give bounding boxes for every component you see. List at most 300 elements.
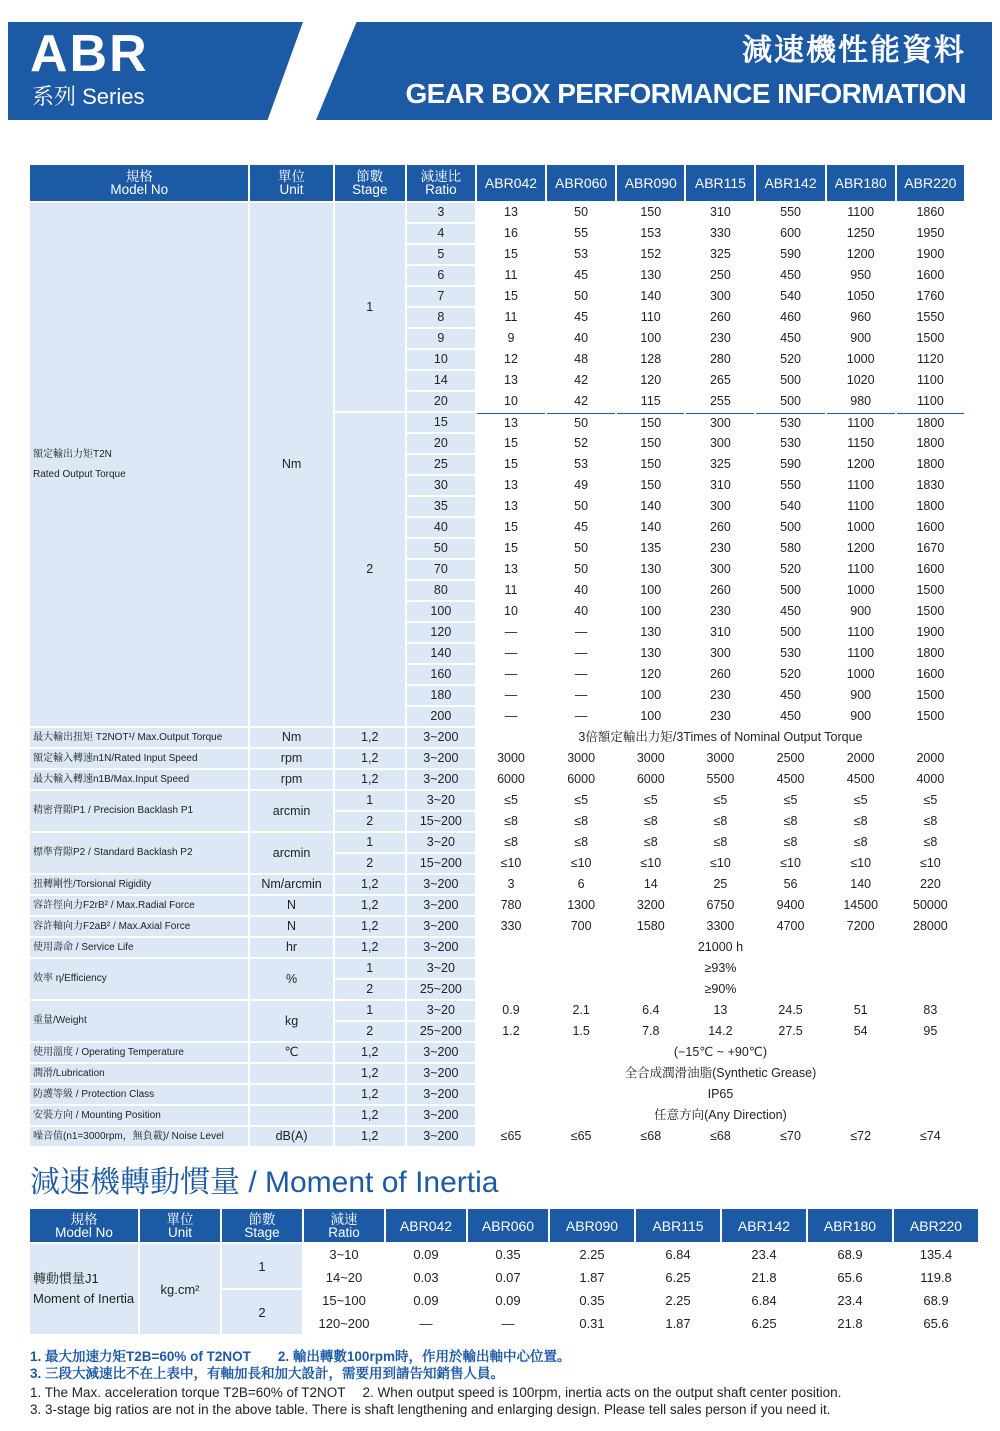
lube-ratio: 3~200 [407, 1064, 475, 1083]
value-cell: 55 [547, 224, 615, 243]
value-cell: 255 [686, 392, 754, 411]
value-cell: 100 [617, 602, 684, 621]
value-cell: ≤10 [686, 854, 754, 873]
value-cell: ≤8 [827, 812, 895, 831]
backlash1-stage: 2 [335, 812, 405, 831]
value-cell: 1000 [827, 581, 895, 600]
temp-stage: 1,2 [335, 1043, 405, 1062]
ratio-cell: 50 [407, 539, 475, 558]
value-cell: 2.1 [547, 1001, 615, 1020]
inertia-label [30, 1244, 138, 1334]
value-cell: 3300 [686, 917, 754, 936]
table-row [30, 1127, 964, 1146]
value-cell: 150 [617, 434, 684, 453]
value-cell: 0.09 [468, 1290, 548, 1311]
backlash1-stage: 1 [335, 791, 405, 810]
max_speed-ratio: 3~200 [407, 770, 475, 789]
value-cell: 300 [686, 644, 754, 663]
value-cell: 1800 [897, 644, 964, 663]
value-cell: 325 [686, 455, 754, 474]
header-stage-en: Stage [244, 1224, 280, 1240]
value-cell: 500 [756, 518, 824, 537]
ratio-cell: 10 [407, 350, 475, 369]
rated-torque-label-en: Rated Output Torque [33, 468, 126, 480]
protect-value: IP65 [477, 1085, 964, 1104]
inertia-ratio: 15~100 [304, 1290, 384, 1311]
value-cell: ≤72 [827, 1127, 895, 1146]
value-cell: 13 [477, 476, 545, 495]
value-cell: 1.87 [636, 1313, 720, 1334]
value-cell: ≤70 [756, 1127, 824, 1146]
value-cell: 460 [756, 308, 824, 327]
performance-table [28, 163, 966, 1148]
value-cell: 130 [617, 623, 684, 642]
value-cell: 21.8 [722, 1267, 806, 1288]
rigidity-stage: 1,2 [335, 875, 405, 894]
value-cell: 65.6 [808, 1267, 892, 1288]
value-cell: 1580 [617, 917, 684, 936]
value-cell: 1100 [827, 644, 895, 663]
value-cell: 14.2 [686, 1022, 754, 1041]
value-cell: 15 [477, 539, 545, 558]
life-ratio: 3~200 [407, 938, 475, 957]
value-cell: — [547, 644, 615, 663]
table-row [30, 1085, 964, 1104]
protect-label: 防護等級 / Protection Class [30, 1085, 248, 1104]
backlash1-ratio: 15~200 [407, 812, 475, 831]
value-cell: 325 [686, 245, 754, 264]
note-en-line-2: 3. 3-stage big ratios are not in the above table. There is shaft lengthening and enlarging design. Please tell sales person if you need it. [30, 1402, 831, 1417]
inertia-label-en: Moment of Inertia [33, 1291, 135, 1306]
value-cell: 1150 [827, 434, 895, 453]
value-cell: 150 [617, 455, 684, 474]
ratio-cell: 30 [407, 476, 475, 495]
value-cell: 265 [686, 371, 754, 390]
ratio-cell: 20 [407, 392, 475, 411]
inertia-ratio: 3~10 [304, 1244, 384, 1265]
value-cell: 1100 [897, 371, 964, 390]
header-ratio-en: Ratio [328, 1224, 360, 1240]
table-row [30, 896, 964, 915]
value-cell: 500 [756, 581, 824, 600]
efficiency-ratio: 3~20 [407, 959, 475, 978]
value-cell: 300 [686, 434, 754, 453]
value-cell: 100 [617, 686, 684, 705]
value-cell: 24.5 [756, 1001, 824, 1020]
value-cell: 1050 [827, 287, 895, 306]
header-model-4: ABR142 [722, 1209, 806, 1242]
value-cell: 45 [547, 518, 615, 537]
value-cell: — [547, 665, 615, 684]
value-cell: 4000 [897, 770, 964, 789]
value-cell: 260 [686, 581, 754, 600]
value-cell: — [547, 623, 615, 642]
value-cell: 1200 [827, 455, 895, 474]
value-cell: 50 [547, 560, 615, 579]
value-cell: 0.09 [386, 1244, 466, 1265]
weight-stage: 2 [335, 1022, 405, 1041]
value-cell: 6.4 [617, 1001, 684, 1020]
value-cell: 1600 [897, 518, 964, 537]
value-cell: ≤10 [477, 854, 545, 873]
value-cell: 5500 [686, 770, 754, 789]
backlash1-ratio: 3~20 [407, 791, 475, 810]
value-cell: 1800 [897, 455, 964, 474]
rigidity-label: 扭轉剛性/Torsional Rigidity [30, 875, 248, 894]
value-cell: 1800 [897, 434, 964, 453]
value-cell: 1500 [897, 707, 964, 726]
noise-unit: dB(A) [250, 1127, 332, 1146]
table-row [30, 1106, 964, 1125]
value-cell: 1000 [827, 518, 895, 537]
value-cell: 0.9 [477, 1001, 545, 1020]
table-row [30, 1244, 978, 1265]
header-model-2: ABR090 [550, 1209, 634, 1242]
radial-stage: 1,2 [335, 896, 405, 915]
value-cell: 6.25 [636, 1267, 720, 1288]
ratio-cell: 120 [407, 623, 475, 642]
ratio-cell: 25 [407, 455, 475, 474]
value-cell: 130 [617, 266, 684, 285]
value-cell: 152 [617, 245, 684, 264]
value-cell: 50 [547, 287, 615, 306]
value-cell: 50 [547, 497, 615, 516]
value-cell: ≤5 [756, 791, 824, 810]
ratio-cell: 70 [407, 560, 475, 579]
ratio-cell: 200 [407, 707, 475, 726]
lube-unit [250, 1064, 332, 1083]
life-unit: hr [250, 938, 332, 957]
efficiency-stage: 1 [335, 959, 405, 978]
value-cell: ≤8 [686, 833, 754, 852]
value-cell: 4500 [827, 770, 895, 789]
value-cell: 120 [617, 665, 684, 684]
value-cell: 12 [477, 350, 545, 369]
value-cell: 450 [756, 686, 824, 705]
value-cell: 50 [547, 413, 615, 432]
value-cell: 130 [617, 644, 684, 663]
table-row [30, 833, 964, 852]
value-cell: 15 [477, 518, 545, 537]
max_output-stage: 1,2 [335, 728, 405, 747]
ratio-cell: 4 [407, 224, 475, 243]
value-cell: 40 [547, 329, 615, 348]
value-cell: 1600 [897, 266, 964, 285]
value-cell: 330 [477, 917, 545, 936]
max_output-unit: Nm [250, 728, 332, 747]
value-cell: — [547, 707, 615, 726]
value-cell: 310 [686, 203, 754, 222]
axial-unit: N [250, 917, 332, 936]
value-cell: 56 [756, 875, 824, 894]
table-row [30, 1043, 964, 1062]
value-cell: 600 [756, 224, 824, 243]
value-cell: ≤74 [897, 1127, 964, 1146]
value-cell: 45 [547, 266, 615, 285]
value-cell: 1000 [827, 350, 895, 369]
value-cell: 220 [897, 875, 964, 894]
value-cell: 15 [477, 287, 545, 306]
value-cell: 150 [617, 476, 684, 495]
value-cell: 6000 [617, 770, 684, 789]
value-cell: 13 [477, 371, 545, 390]
table-row [30, 875, 964, 894]
value-cell: 3000 [617, 749, 684, 768]
value-cell: 3200 [617, 896, 684, 915]
stage-2-cell: 2 [335, 413, 405, 726]
value-cell: 68.9 [894, 1290, 978, 1311]
value-cell: 6750 [686, 896, 754, 915]
value-cell: 4700 [756, 917, 824, 936]
value-cell: — [477, 644, 545, 663]
value-cell: 15 [477, 245, 545, 264]
value-cell: 900 [827, 329, 895, 348]
value-cell: 13 [477, 203, 545, 222]
value-cell: 540 [756, 497, 824, 516]
backlash2-stage: 1 [335, 833, 405, 852]
table-header-row [30, 1209, 978, 1242]
value-cell: 1120 [897, 350, 964, 369]
value-cell: 135.4 [894, 1244, 978, 1265]
value-cell: 15 [477, 434, 545, 453]
value-cell: 980 [827, 392, 895, 411]
value-cell: 3 [477, 875, 545, 894]
value-cell: 11 [477, 308, 545, 327]
value-cell: 1200 [827, 539, 895, 558]
value-cell: 780 [477, 896, 545, 915]
ratio-cell: 14 [407, 371, 475, 390]
max_output-value: 3倍額定輸出力矩/3Times of Nominal Output Torque [477, 728, 964, 747]
value-cell: 1500 [897, 581, 964, 600]
value-cell: 140 [617, 287, 684, 306]
backlash2-stage: 2 [335, 854, 405, 873]
inertia-section-title: 減速機轉動慣量 / Moment of Inertia [30, 1166, 499, 1199]
value-cell: 250 [686, 266, 754, 285]
value-cell: 1600 [897, 665, 964, 684]
value-cell: 11 [477, 581, 545, 600]
efficiency-value: ≥90% [477, 980, 964, 999]
header-unit [250, 165, 332, 201]
ratio-cell: 40 [407, 518, 475, 537]
backlash2-ratio: 15~200 [407, 854, 475, 873]
note-cn-line-2: 3. 三段大減速比不在上表中，有軸加長和加大設計，需要用到請告知銷售人員。 [30, 1366, 505, 1381]
value-cell: 15 [477, 455, 545, 474]
protect-stage: 1,2 [335, 1085, 405, 1104]
value-cell: 0.35 [468, 1244, 548, 1265]
value-cell: 1760 [897, 287, 964, 306]
value-cell: 13 [686, 1001, 754, 1020]
header-ratio-en: Ratio [425, 182, 457, 197]
value-cell: 130 [617, 560, 684, 579]
value-cell: 590 [756, 245, 824, 264]
header-model-2: ABR090 [617, 165, 684, 201]
page-title-cn: 減速機性能資料 [742, 34, 966, 67]
life-label: 使用壽命 / Service Life [30, 938, 248, 957]
ratio-cell: 5 [407, 245, 475, 264]
value-cell: 23.4 [722, 1244, 806, 1265]
value-cell: 500 [756, 392, 824, 411]
value-cell: 128 [617, 350, 684, 369]
noise-label: 噪音值(n1=3000rpm，無負載)/ Noise Level [30, 1127, 248, 1146]
lube-value: 全合成潤滑油脂(Synthetic Grease) [477, 1064, 964, 1083]
weight-ratio: 25~200 [407, 1022, 475, 1041]
value-cell: ≤65 [477, 1127, 545, 1146]
axial-stage: 1,2 [335, 917, 405, 936]
table-row [30, 791, 964, 810]
value-cell: 280 [686, 350, 754, 369]
value-cell: 119.8 [894, 1267, 978, 1288]
value-cell: 110 [617, 308, 684, 327]
rated-torque-unit: Nm [250, 203, 332, 726]
max_speed-stage: 1,2 [335, 770, 405, 789]
inertia-label-cn: 轉動慣量J1 [33, 1271, 99, 1286]
value-cell: 3000 [547, 749, 615, 768]
noise-ratio: 3~200 [407, 1127, 475, 1146]
value-cell: ≤8 [756, 812, 824, 831]
value-cell: 6.84 [636, 1244, 720, 1265]
value-cell: 13 [477, 497, 545, 516]
value-cell: 4500 [756, 770, 824, 789]
value-cell: 153 [617, 224, 684, 243]
efficiency-value: ≥93% [477, 959, 964, 978]
value-cell: 1100 [827, 203, 895, 222]
value-cell: 1600 [897, 560, 964, 579]
value-cell: ≤5 [477, 791, 545, 810]
mount-stage: 1,2 [335, 1106, 405, 1125]
value-cell: 27.5 [756, 1022, 824, 1041]
value-cell: 230 [686, 602, 754, 621]
value-cell: 230 [686, 329, 754, 348]
value-cell: 530 [756, 413, 824, 432]
mount-value: 任意方向(Any Direction) [477, 1106, 964, 1125]
value-cell: 1800 [897, 413, 964, 432]
value-cell: 1500 [897, 602, 964, 621]
table-row [30, 1064, 964, 1083]
weight-label: 重量/Weight [30, 1001, 248, 1041]
value-cell: 16 [477, 224, 545, 243]
header-model-3: ABR115 [636, 1209, 720, 1242]
ratio-cell: 3 [407, 203, 475, 222]
value-cell: 1100 [827, 560, 895, 579]
value-cell: 9 [477, 329, 545, 348]
value-cell: ≤68 [686, 1127, 754, 1146]
ratio-cell: 160 [407, 665, 475, 684]
header-stage-cn: 節數 [356, 169, 384, 184]
value-cell: 700 [547, 917, 615, 936]
value-cell: 52 [547, 434, 615, 453]
value-cell: 6 [547, 875, 615, 894]
value-cell: ≤8 [617, 812, 684, 831]
brand-title: ABR [30, 25, 149, 83]
value-cell: 300 [686, 497, 754, 516]
header-model-1: ABR060 [468, 1209, 548, 1242]
notes-english [30, 1384, 841, 1418]
header-unit-en: Unit [167, 1224, 192, 1240]
value-cell: 550 [756, 476, 824, 495]
value-cell: 0.07 [468, 1267, 548, 1288]
value-cell: 1100 [827, 476, 895, 495]
value-cell: 2500 [756, 749, 824, 768]
value-cell: 1900 [897, 245, 964, 264]
inertia-unit: kg.cm² [140, 1244, 220, 1334]
ratio-cell: 20 [407, 434, 475, 453]
value-cell: 1500 [897, 329, 964, 348]
value-cell: 230 [686, 707, 754, 726]
weight-unit: kg [250, 1001, 332, 1041]
header-stage-en: Stage [352, 182, 388, 197]
value-cell: — [386, 1313, 466, 1334]
value-cell: 1.2 [477, 1022, 545, 1041]
value-cell: 550 [756, 203, 824, 222]
mount-ratio: 3~200 [407, 1106, 475, 1125]
header-model-4: ABR142 [756, 165, 824, 201]
value-cell: 150 [617, 413, 684, 432]
max_speed-unit: rpm [250, 770, 332, 789]
value-cell: 3000 [686, 749, 754, 768]
header-stage [335, 165, 405, 201]
rigidity-unit: Nm/arcmin [250, 875, 332, 894]
max_output-ratio: 3~200 [407, 728, 475, 747]
value-cell: 1950 [897, 224, 964, 243]
value-cell: 45 [547, 308, 615, 327]
header-unit [140, 1209, 220, 1242]
value-cell: ≤5 [686, 791, 754, 810]
header-model-3: ABR115 [686, 165, 754, 201]
value-cell: 580 [756, 539, 824, 558]
value-cell: 6.84 [722, 1290, 806, 1311]
value-cell: 140 [827, 875, 895, 894]
header-ratio [304, 1209, 384, 1242]
value-cell: 530 [756, 434, 824, 453]
header-unit-cn: 單位 [166, 1211, 194, 1227]
value-cell: 1250 [827, 224, 895, 243]
header-model-1: ABR060 [547, 165, 615, 201]
rated_speed-stage: 1,2 [335, 749, 405, 768]
weight-ratio: 3~20 [407, 1001, 475, 1020]
value-cell: 230 [686, 686, 754, 705]
value-cell: 6000 [477, 770, 545, 789]
value-cell: 10 [477, 392, 545, 411]
value-cell: 51 [827, 1001, 895, 1020]
value-cell: 2.25 [550, 1244, 634, 1265]
value-cell: 1670 [897, 539, 964, 558]
value-cell: 450 [756, 329, 824, 348]
temp-unit: ℃ [250, 1043, 332, 1062]
value-cell: 50 [547, 203, 615, 222]
value-cell: 140 [617, 497, 684, 516]
table-header-row [30, 165, 964, 201]
rated_speed-ratio: 3~200 [407, 749, 475, 768]
value-cell: 230 [686, 539, 754, 558]
value-cell: 450 [756, 602, 824, 621]
value-cell: ≤8 [617, 833, 684, 852]
ratio-cell: 100 [407, 602, 475, 621]
value-cell: 1830 [897, 476, 964, 495]
rigidity-ratio: 3~200 [407, 875, 475, 894]
value-cell: ≤8 [686, 812, 754, 831]
value-cell: 1100 [827, 497, 895, 516]
value-cell: 1550 [897, 308, 964, 327]
series-label: 系列 Series [32, 84, 145, 109]
table-row [30, 749, 964, 768]
ratio-cell: 35 [407, 497, 475, 516]
value-cell: 450 [756, 707, 824, 726]
protect-ratio: 3~200 [407, 1085, 475, 1104]
value-cell: 25 [686, 875, 754, 894]
value-cell: 40 [547, 602, 615, 621]
value-cell: 0.35 [550, 1290, 634, 1311]
value-cell: 590 [756, 455, 824, 474]
